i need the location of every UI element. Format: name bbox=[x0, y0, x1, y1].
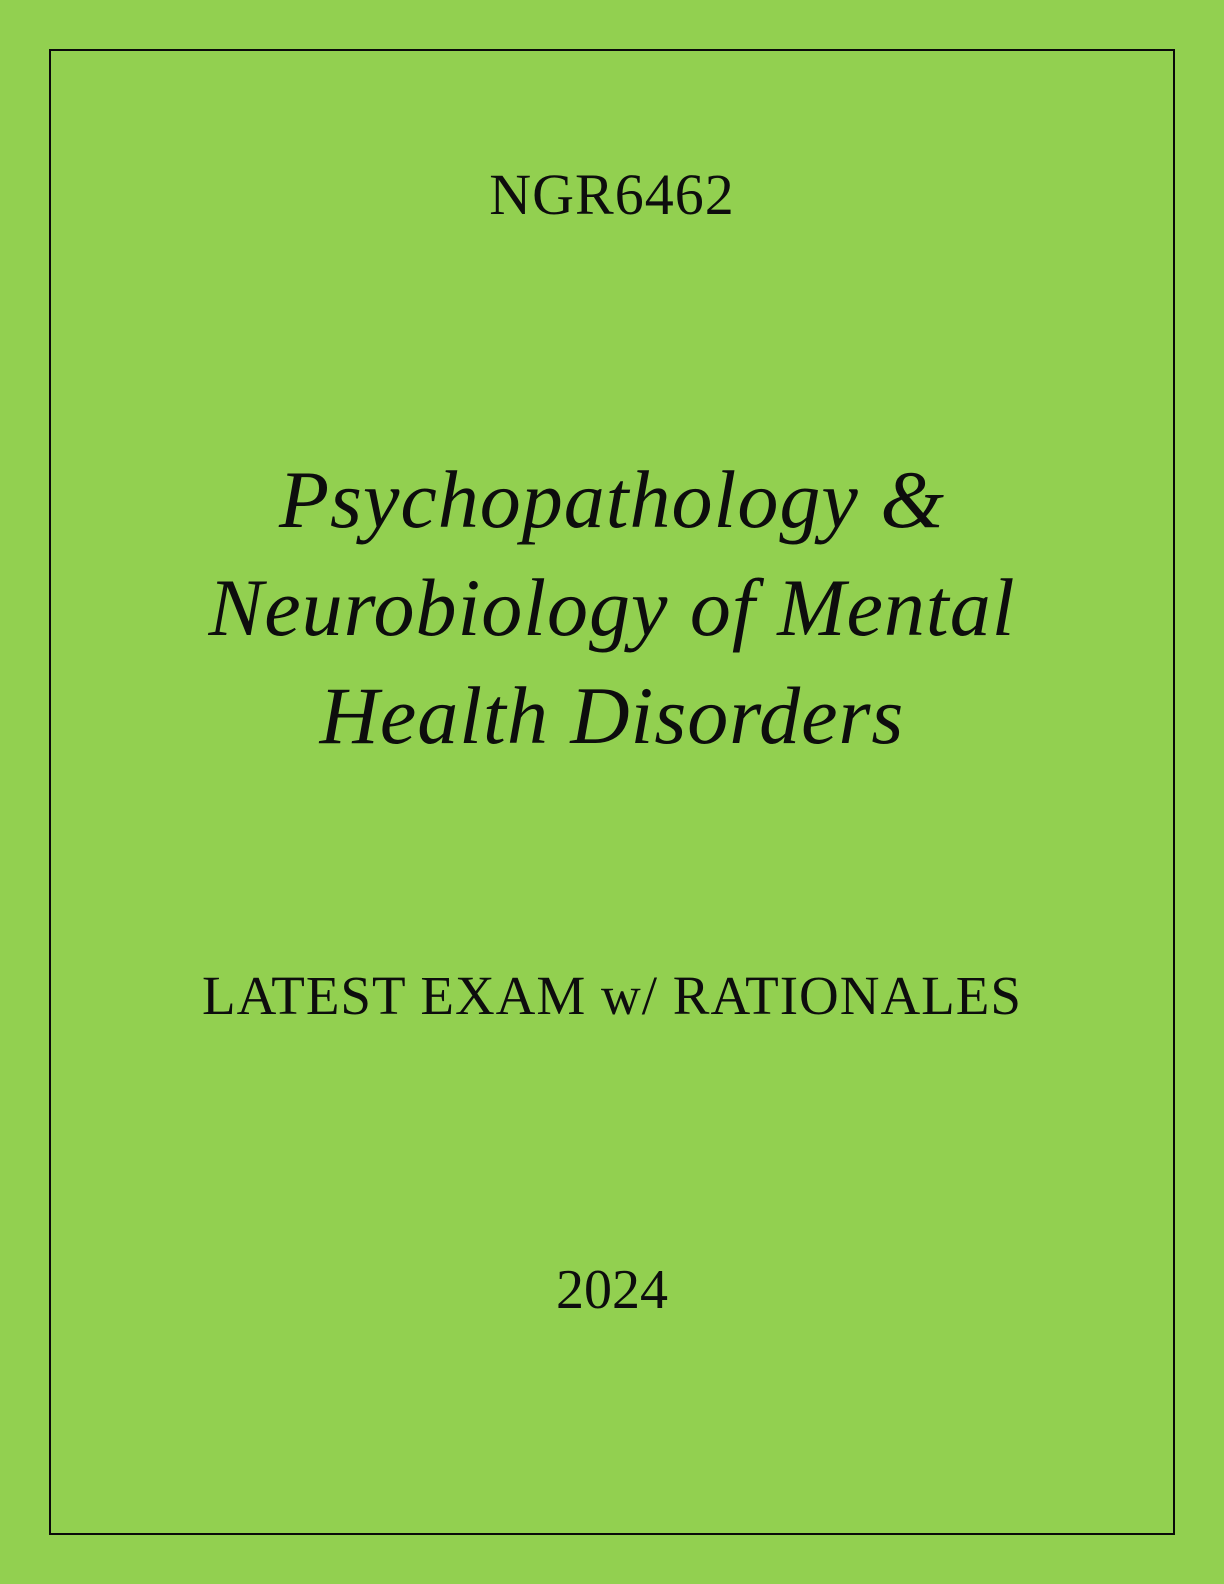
page-title-line-2: Neurobiology of Mental bbox=[208, 562, 1016, 654]
year: 2024 bbox=[556, 1259, 668, 1321]
page-title-line-1: Psychopathology & bbox=[278, 454, 946, 545]
page-title-line-3: Health Disorders bbox=[319, 670, 905, 762]
course-code: NGR6462 bbox=[489, 162, 735, 227]
page-title bbox=[60, 446, 1164, 771]
subtitle: LATEST EXAM w/ RATIONALES bbox=[202, 965, 1022, 1026]
